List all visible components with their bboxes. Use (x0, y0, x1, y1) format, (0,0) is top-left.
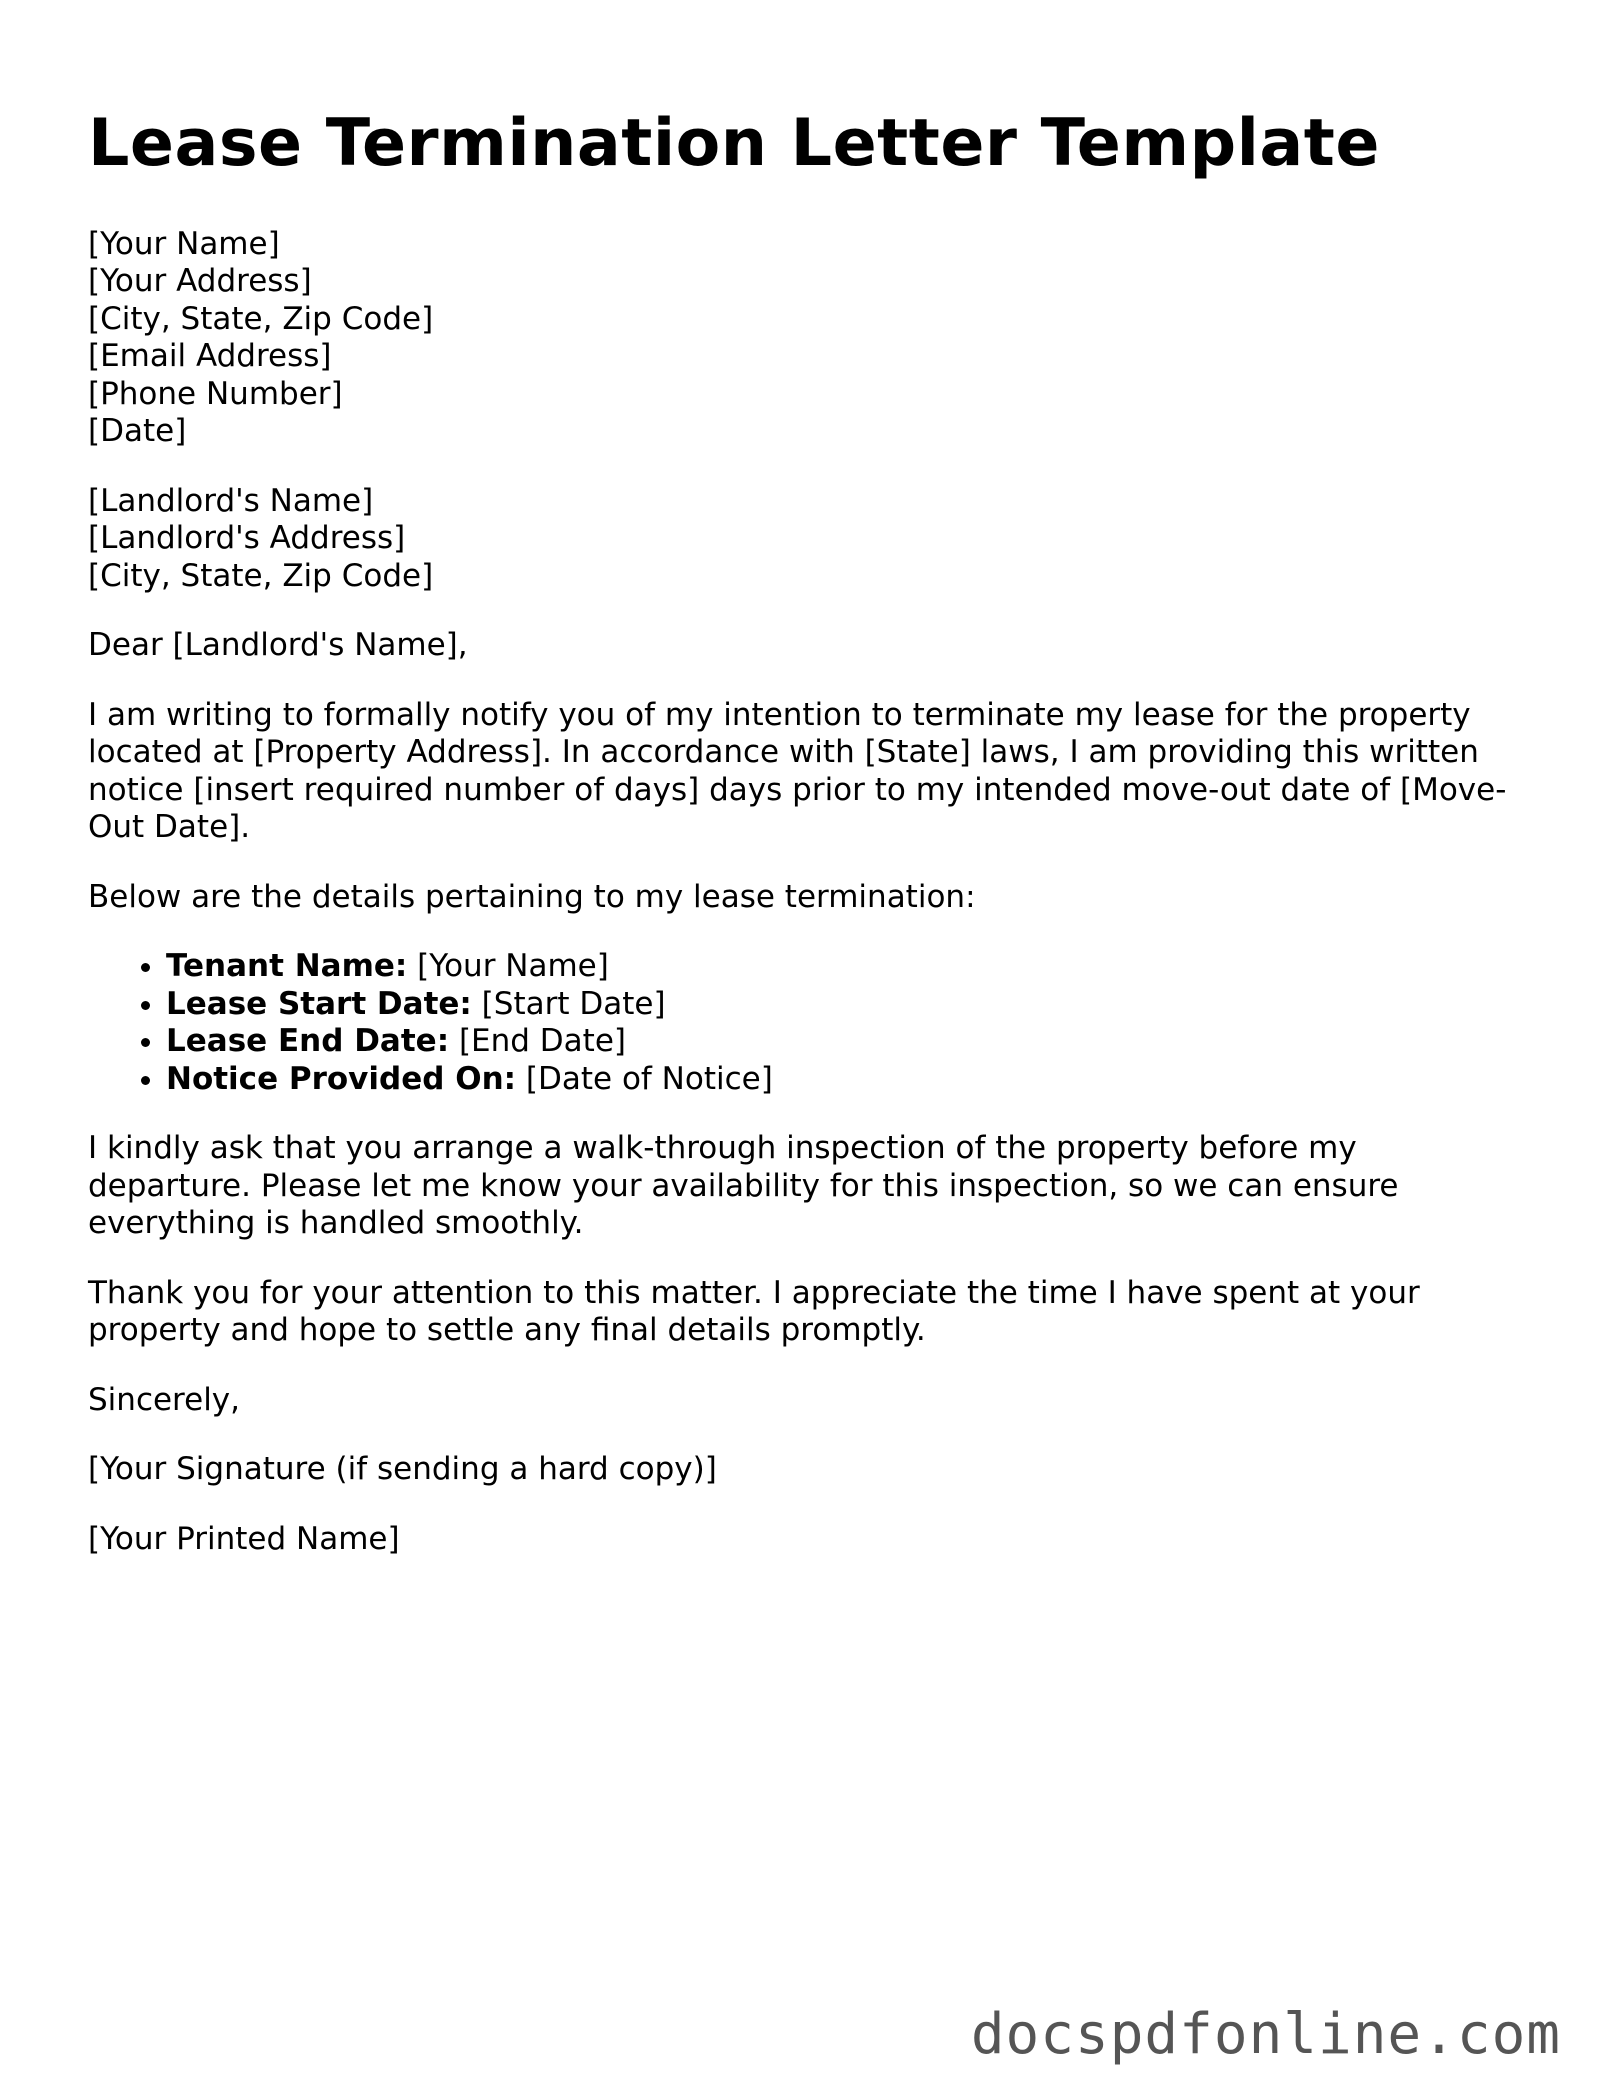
recipient-name: [Landlord's Name] (88, 482, 374, 519)
sender-email: [Email Address] (88, 338, 332, 374)
closing: Sincerely, (88, 1381, 241, 1418)
printed-name: [Your Printed Name] (88, 1520, 400, 1557)
detail-value: [Start Date] (471, 985, 666, 1022)
recipient-city-state-zip: [City, State, Zip Code] (88, 557, 434, 594)
detail-label: Lease Start Date: (166, 985, 472, 1022)
details-intro: Below are the details pertaining to my lease termination: (88, 878, 976, 915)
list-item (166, 1023, 1528, 1061)
detail-label: Notice Provided On: (166, 1060, 517, 1097)
list-item (166, 986, 1528, 1024)
details-list (88, 948, 1528, 1098)
paragraph-inspection: I kindly ask that you arrange a walk-through inspection of the property before my departure. Please let me know your availability for this inspection, so we can ensure everything is handled smoothly. (88, 1130, 1399, 1241)
detail-label: Lease End Date: (166, 1023, 450, 1059)
detail-value: [Your Name] (407, 948, 609, 984)
detail-value: [End Date] (449, 1023, 626, 1059)
sender-phone: [Phone Number] (88, 375, 343, 412)
salutation: Dear [Landlord's Name], (88, 627, 468, 663)
detail-label: Tenant Name: (166, 948, 408, 984)
detail-value: [Date of Notice] (516, 1060, 773, 1097)
page-title: Lease Termination Letter Template (88, 106, 1380, 181)
sender-city-state-zip: [City, State, Zip Code] (88, 300, 434, 337)
watermark: docspdfonline.com (970, 2002, 1561, 2067)
sender-date: [Date] (88, 413, 187, 449)
list-item (166, 1061, 1528, 1099)
sender-address: [Your Address] (88, 263, 312, 299)
signature-line: [Your Signature (if sending a hard copy)] (88, 1451, 717, 1487)
recipient-block (88, 483, 1528, 596)
recipient-address: [Landlord's Address] (88, 520, 406, 556)
letter-page (88, 108, 1528, 1590)
sender-block (88, 226, 1528, 451)
list-item (166, 948, 1528, 986)
sender-name: [Your Name] (88, 225, 280, 262)
paragraph-intent: I am writing to formally notify you of my intention to terminate my lease for the property located at [Property Address]. In accordance with [State] laws, I am providing this written notice [insert required number of days] days prior to my intended move-out date of [Move-Out Date]. (88, 696, 1507, 845)
paragraph-thanks: Thank you for your attention to this matter. I appreciate the time I have spent at your property and hope to settle any final details promptly. (88, 1274, 1420, 1348)
